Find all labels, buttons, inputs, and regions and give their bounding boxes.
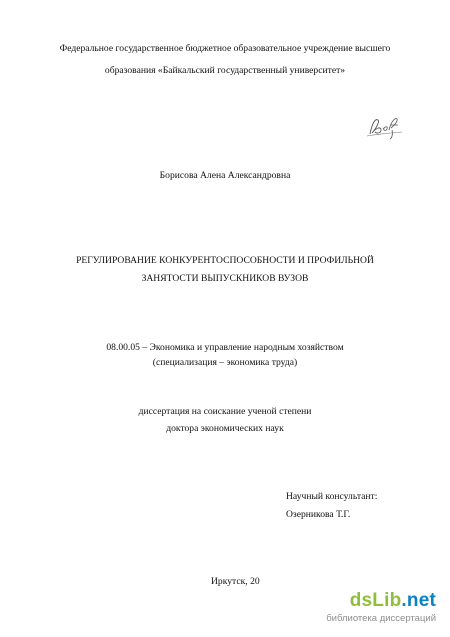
specialty-line-2: (специализация – экономика труда) xyxy=(152,357,298,368)
dissertation-title-line-2: ЗАНЯТОСТИ ВЫПУСКНИКОВ ВУЗОВ xyxy=(141,273,309,284)
institution-line-1: Федеральное государственное бюджетное образовательное учреждение высшего xyxy=(59,43,391,54)
specialty-line-1: 08.00.05 – Экономика и управление народным хозяйством xyxy=(106,342,344,353)
consultant-name: Озерникова Т.Г. xyxy=(286,509,351,520)
watermark-logo-part2: .net xyxy=(401,590,436,611)
degree-line-1: диссертация на соискание ученой степени xyxy=(138,406,312,417)
watermark-logo xyxy=(350,590,436,612)
watermark xyxy=(326,590,436,630)
place-year: Иркутск, 20 xyxy=(211,576,260,587)
author-name: Борисова Алена Александровна xyxy=(159,170,291,181)
dissertation-title-line-1: РЕГУЛИРОВАНИЕ КОНКУРЕНТОСПОСОБНОСТИ И ПРОФИЛЬНОЙ xyxy=(76,255,374,266)
signature-icon xyxy=(366,112,404,142)
institution-line-2: образования «Байкальский государственный университет» xyxy=(104,65,346,76)
watermark-logo-part1: dsLib xyxy=(349,590,402,611)
watermark-subtitle: библиотека диссертаций xyxy=(326,613,436,624)
consultant-label: Научный консультант: xyxy=(286,491,378,502)
degree-line-2: доктора экономических наук xyxy=(166,423,284,434)
